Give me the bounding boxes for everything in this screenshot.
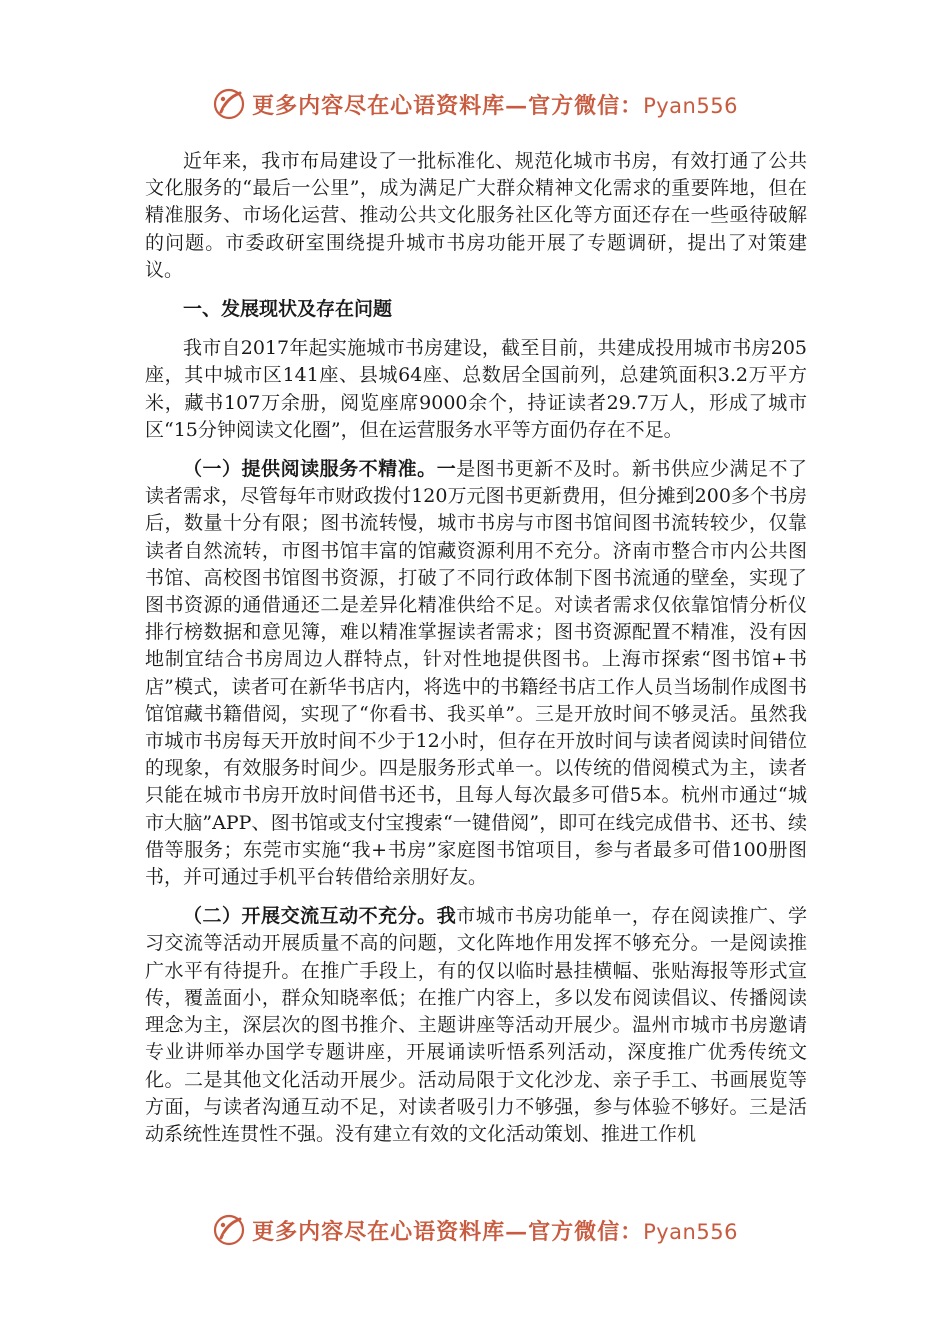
subsection-1-lead: 一 (436, 458, 457, 481)
subsection-2-heading: （二）开展交流互动不充分。我 (183, 905, 457, 928)
wechat-id: Pyan556 (643, 1219, 738, 1244)
subsection-2-body: 市城市书房功能单一，存在阅读推广、学习交流等活动开展质量不高的问题，文化阵地作用发挥不够充分。一是阅读推广水平有待提升。在推广手段上，有的仅以临时悬挂横幅、张贴海报等形式宣传，覆盖面小，群众知晓率低；在推广内容上，多以发布阅读倡议、传播阅读理念为主，深层次的图书推介、主题讲座等活动开展少。温州市城市书房邀请专业讲师举办国学专题讲座，开展诵读听悟系列活动，深度推广优秀传统文化。二是其他文化活动开展少。活动局限于文化沙龙、亲子手工、书画展览等方面，与读者沟通互动不足，对读者吸引力不够强，参与体验不够好。三是活动系统性连贯性不强。没有建立有效的文化活动策划、推进工作机 (145, 905, 807, 1145)
subsection-2-paragraph (145, 903, 807, 1148)
section-heading: 一、发展现状及存在问题 (183, 298, 393, 321)
article-body (145, 148, 807, 1148)
footer-banner (0, 1210, 950, 1250)
banner-text: 更多内容尽在心语资料库—官方微信：Pyan556 (252, 92, 738, 119)
banner-text: 更多内容尽在心语资料库—官方微信：Pyan556 (252, 1218, 738, 1245)
subsection-1-heading: （一）提供阅读服务不精准。 (183, 458, 437, 481)
intro-paragraph: 近年来，我市布局建设了一批标准化、规范化城市书房，有效打通了公共文化服务的“最后一公里”，成为满足广大群众精神文化需求的重要阵地，但在精准服务、市场化运营、推动公共文化服务社区化等方面还存在一些亟待破解的问题。市委政研室围绕提升城市书房功能开展了专题调研，提出了对策建议。 (145, 150, 807, 281)
subsection-1-body: 是图书更新不及时。新书供应少满足不了读者需求，尽管每年市财政拨付120万元图书更新费用，但分摊到200多个书房后，数量十分有限；图书流转慢，城市书房与市图书馆间图书流转较少，仅靠读者自然流转，市图书馆丰富的馆藏资源利用不充分。济南市整合市内公共图书馆、高校图书馆图书资源，打破了不同行政体制下图书流通的壁垒，实现了图书资源的通借通还二是差异化精准供给不足。对读者需求仅依靠馆情分析仪排行榜数据和意见簿，难以精准掌握读者需求；图书资源配置不精准，没有因地制宜结合书房周边人群特点，针对性地提供图书。上海市探索“图书馆+书店”模式，读者可在新华书店内，将选中的书籍经书店工作人员当场制作成图书馆馆藏书籍借阅，实现了“你看书、我买单”。三是开放时间不够灵活。虽然我市城市书房每天开放时间不少于12小时，但存在开放时间与读者阅读时间错位的现象，有效服务时间少。四是服务形式单一。以传统的借阅模式为主，读者只能在城市书房开放时间借书还书，且每人每次最多可借5本。杭州市通过“城市大脑”APP、图书馆或支付宝搜索“一键借阅”，即可在线完成借书、还书、续借等服务；东莞市实施“我+书房”家庭图书馆项目，参与者最多可借100册图书，并可通过手机平台转借给亲朋好友。 (145, 458, 807, 889)
pen-logo-icon (212, 87, 246, 121)
subsection-1-paragraph (145, 456, 807, 891)
header-banner (0, 84, 950, 124)
pen-logo-icon (212, 1213, 246, 1247)
section-paragraph: 我市自2017年起实施城市书房建设，截至目前，共建成投用城市书房205座，其中城市区141座、县城64座、总数居全国前列，总建筑面积3.2万平方米，藏书107万余册，阅览座席9000余个，持证读者29.7万人，形成了城市区“15分钟阅读文化圈”，但在运营服务水平等方面仍存在不足。 (145, 337, 807, 441)
wechat-id: Pyan556 (643, 93, 738, 118)
